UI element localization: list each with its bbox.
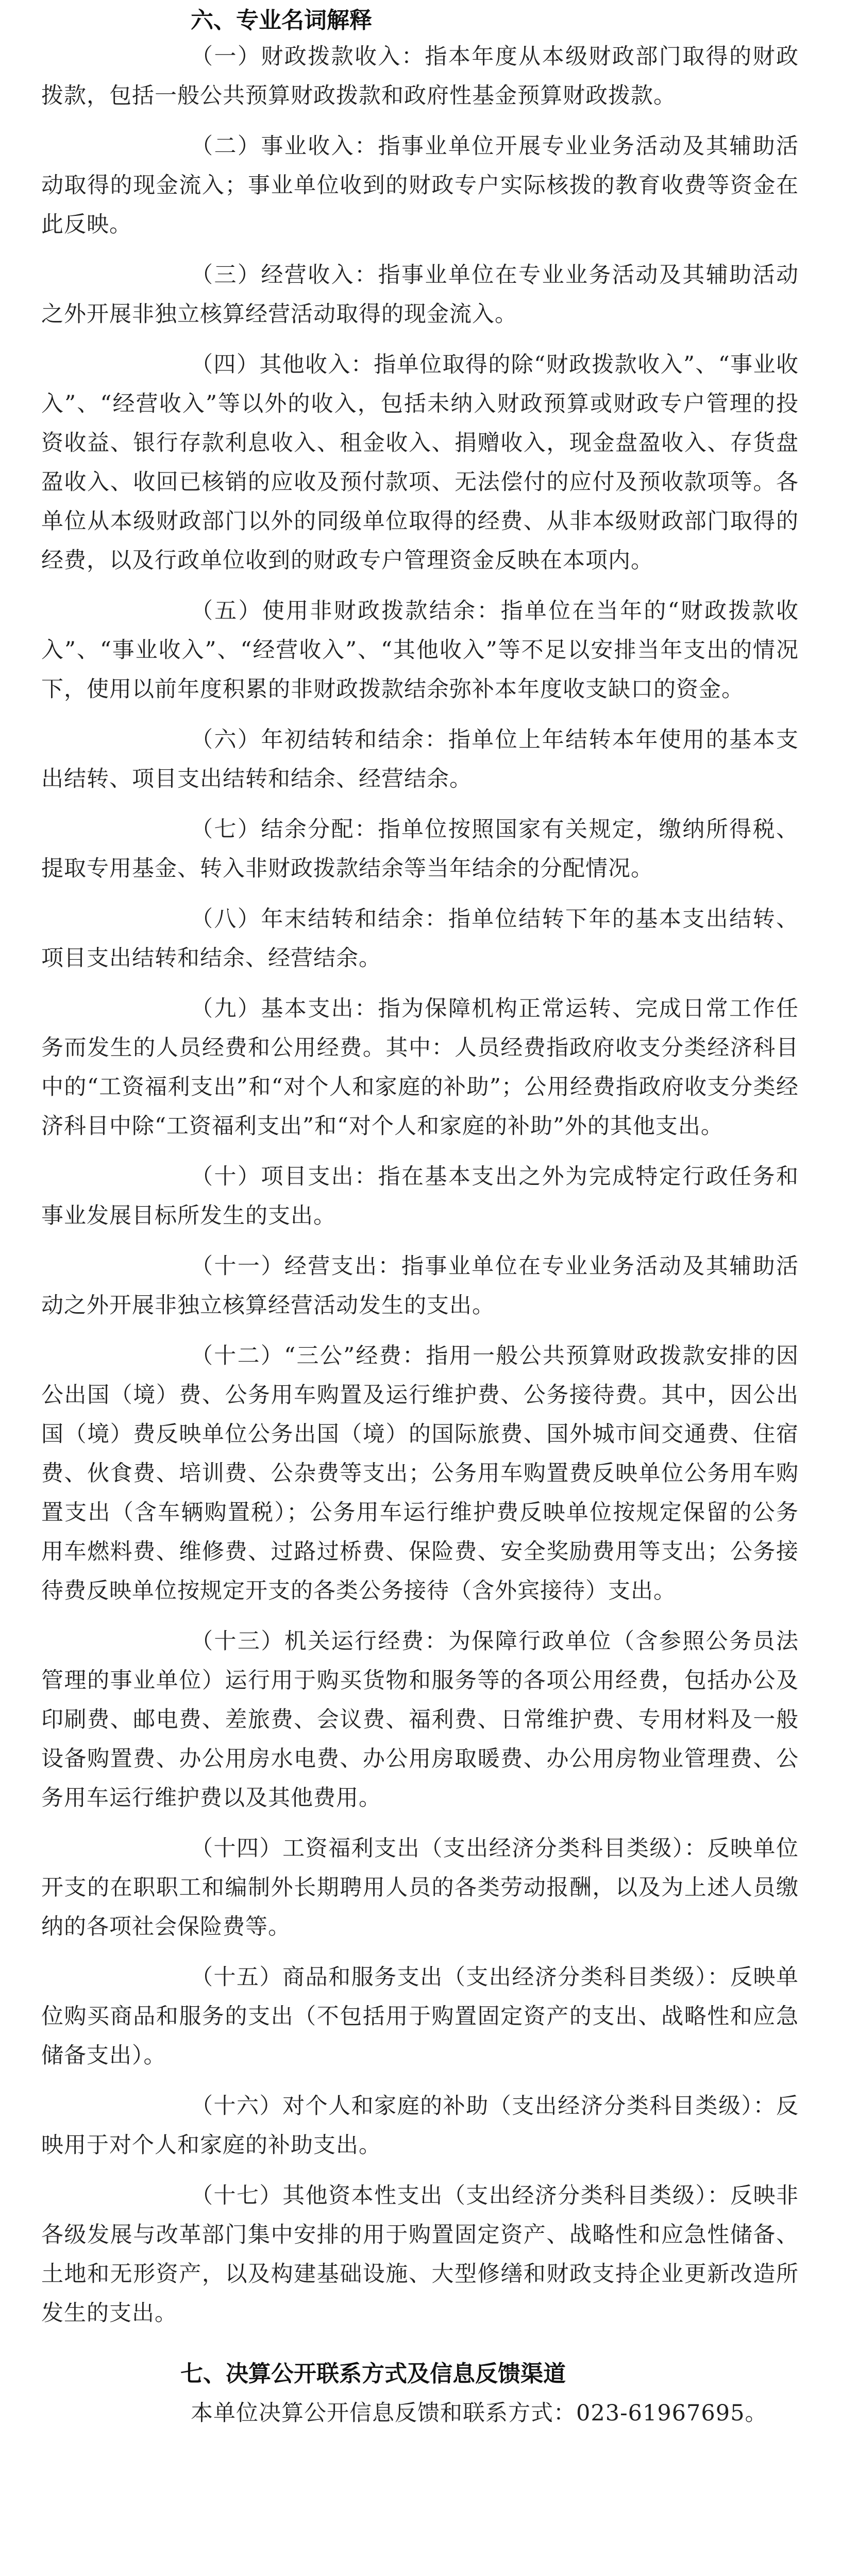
paragraph-spacer xyxy=(41,888,799,900)
glossary-item xyxy=(41,127,799,244)
glossary-term: （十三）机关运行经费： xyxy=(191,1629,448,1654)
glossary-term: （十四）工资福利支出（支出经济分类科目类级）： xyxy=(191,1836,708,1861)
paragraph-spacer xyxy=(41,2333,799,2344)
paragraph-spacer xyxy=(41,1818,799,1829)
glossary-term: （十二）“三公”经费： xyxy=(191,1343,426,1369)
glossary-term: （十一）经营支出： xyxy=(191,1253,401,1279)
glossary-list xyxy=(41,37,799,2344)
glossary-definition: 指单位结转下年的基本支出结转、项目支出结转和结余、经营结余。 xyxy=(41,906,799,971)
glossary-item xyxy=(41,591,799,709)
glossary-item xyxy=(41,1336,799,1611)
glossary-term: （四）其他收入： xyxy=(191,352,374,378)
paragraph-spacer xyxy=(41,1235,799,1247)
paragraph-spacer xyxy=(41,1146,799,1157)
glossary-definition: 为保障行政单位（含参照公务员法管理的事业单位）运行用于购买货物和服务等的各项公用经费，包括办公及印刷费、邮电费、差旅费、会议费、福利费、日常维护费、专用材料及一般设备购置费、办公用房水电费、办公用房取暖费、办公用房物业管理费、公务用车运行维护费以及其他费用。 xyxy=(41,1629,799,1811)
glossary-item xyxy=(41,2176,799,2333)
glossary-term: （五）使用非财政拨款结余： xyxy=(191,598,501,624)
glossary-term: （二）事业收入： xyxy=(191,133,378,159)
glossary-item xyxy=(41,1622,799,1818)
section-7-heading: 七、决算公开联系方式及信息反馈渠道 xyxy=(180,2361,566,2387)
glossary-term: （八）年末结转和结余： xyxy=(191,906,448,932)
glossary-definition: 指单位在当年的“财政拨款收入”、“事业收入”、“经营收入”、“其他收入”等不足以安排当年支出的情况下，使用以前年度积累的非财政拨款结余弥补本年度收支缺口的资金。 xyxy=(41,598,799,702)
glossary-item xyxy=(41,1247,799,1325)
glossary-item xyxy=(41,37,799,115)
glossary-item xyxy=(41,1829,799,1946)
glossary-term: （十）项目支出： xyxy=(191,1164,378,1190)
glossary-definition: 反映单位购买商品和服务的支出（不包括用于购置固定资产的支出、战略性和应急储备支出）。 xyxy=(41,1964,799,2069)
paragraph-spacer xyxy=(41,1946,799,1958)
glossary-definition: 指事业单位在专业业务活动及其辅助活动之外开展非独立核算经营活动发生的支出。 xyxy=(41,1253,799,1318)
glossary-item xyxy=(41,720,799,799)
glossary-item xyxy=(41,256,799,334)
glossary-term: （一）财政拨款收入： xyxy=(191,44,425,70)
paragraph-spacer xyxy=(41,1611,799,1622)
glossary-definition: 反映单位开支的在职职工和编制外长期聘用人员的各类劳动报酬，以及为上述人员缴纳的各项社会保险费等。 xyxy=(41,1836,799,1940)
section-6-heading: 六、专业名词解释 xyxy=(191,7,372,33)
paragraph-spacer xyxy=(41,799,799,810)
glossary-definition: 反映非各级发展与改革部门集中安排的用于购置固定资产、战略性和应急性储备、土地和无形资产，以及构建基础设施、大型修缮和财政支持企业更新改造所发生的支出。 xyxy=(41,2183,799,2326)
glossary-definition: 指在基本支出之外为完成特定行政任务和事业发展目标所发生的支出。 xyxy=(41,1164,799,1229)
glossary-item xyxy=(41,1157,799,1235)
glossary-item xyxy=(41,1958,799,2075)
glossary-item xyxy=(41,2087,799,2165)
glossary-term: （九）基本支出： xyxy=(191,996,378,1022)
paragraph-spacer xyxy=(41,709,799,720)
glossary-definition: 指单位上年结转本年使用的基本支出结转、项目支出结转和结余、经营结余。 xyxy=(41,727,799,792)
glossary-item xyxy=(41,900,799,978)
paragraph-spacer xyxy=(41,334,799,345)
paragraph-spacer xyxy=(41,2165,799,2176)
glossary-term: （十六）对个人和家庭的补助（支出经济分类科目类级）： xyxy=(191,2093,776,2119)
glossary-definition: 指事业单位开展专业业务活动及其辅助活动取得的现金流入；事业单位收到的财政专户实际核拨的教育收费等资金在此反映。 xyxy=(41,133,799,238)
glossary-term: （三）经营收入： xyxy=(191,262,378,288)
glossary-term: （十五）商品和服务支出（支出经济分类科目类级）： xyxy=(191,1964,730,1990)
glossary-term: （七）结余分配： xyxy=(191,817,378,842)
glossary-item xyxy=(41,810,799,888)
glossary-term: （六）年初结转和结余： xyxy=(191,727,448,753)
glossary-definition: 反映用于对个人和家庭的补助支出。 xyxy=(41,2093,799,2158)
paragraph-spacer xyxy=(41,1325,799,1336)
paragraph-spacer xyxy=(41,2075,799,2087)
glossary-item xyxy=(41,345,799,580)
glossary-definition: 指为保障机构正常运转、完成日常工作任务而发生的人员经费和公用经费。其中：人员经费指政府收支分类经济科目中的“工资福利支出”和“对个人和家庭的补助”；公用经费指政府收支分类经济科目中除“工资福利支出”和“对个人和家庭的补助”外的其他支出。 xyxy=(41,996,799,1139)
contact-paragraph: 本单位决算公开信息反馈和联系方式：023-61967695。 xyxy=(191,2400,768,2426)
paragraph-spacer xyxy=(41,244,799,256)
paragraph-spacer xyxy=(41,580,799,591)
glossary-term: （十七）其他资本性支出（支出经济分类科目类级）： xyxy=(191,2183,730,2209)
glossary-definition: 指事业单位在专业业务活动及其辅助活动之外开展非独立核算经营活动取得的现金流入。 xyxy=(41,262,799,327)
paragraph-spacer xyxy=(41,978,799,989)
glossary-definition: 指单位按照国家有关规定，缴纳所得税、提取专用基金、转入非财政拨款结余等当年结余的分配情况。 xyxy=(41,817,799,882)
glossary-item xyxy=(41,989,799,1146)
paragraph-spacer xyxy=(41,115,799,127)
glossary-definition: 指用一般公共预算财政拨款安排的因公出国（境）费、公务用车购置及运行维护费、公务接待费。其中，因公出国（境）费反映单位公务出国（境）的国际旅费、国外城市间交通费、住宿费、伙食费、培训费、公杂费等支出；公务用车购置费反映单位公务用车购置支出（含车辆购置税）；公务用车运行维护费反映单位按规定保留的公务用车燃料费、维修费、过路过桥费、保险费、安全奖励费用等支出；公务接待费反映单位按规定开支的各类公务接待（含外宾接待）支出。 xyxy=(41,1343,799,1604)
glossary-definition: 指单位取得的除“财政拨款收入”、“事业收入”、“经营收入”等以外的收入，包括未纳入财政预算或财政专户管理的投资收益、银行存款利息收入、租金收入、捐赠收入，现金盘盈收入、存货盘盈收入、收回已核销的应收及预付款项、无法偿付的应付及预收款项等。各单位从本级财政部门以外的同级单位取得的经费、从非本级财政部门取得的经费，以及行政单位收到的财政专户管理资金反映在本项内。 xyxy=(41,352,799,573)
glossary-definition: 指本年度从本级财政部门取得的财政拨款，包括一般公共预算财政拨款和政府性基金预算财政拨款。 xyxy=(41,44,799,109)
